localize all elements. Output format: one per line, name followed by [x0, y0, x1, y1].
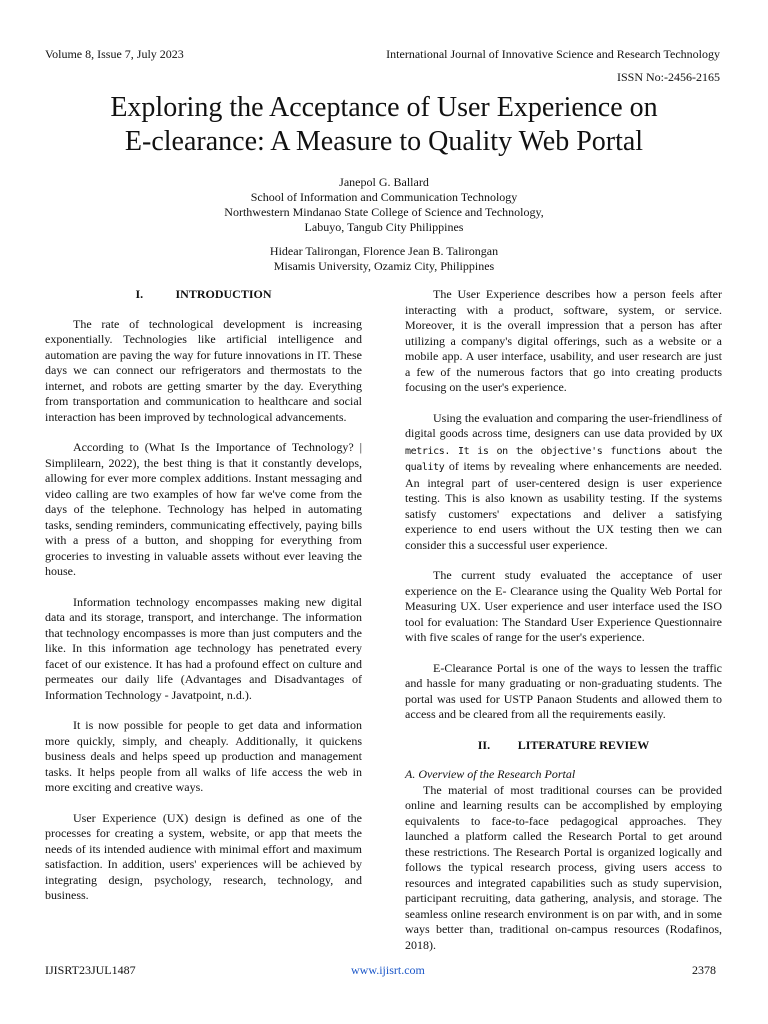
author-block-1: [90, 175, 678, 235]
volume-issue: Volume 8, Issue 7, July 2023: [45, 47, 184, 61]
journal-name: International Journal of Innovative Science and Research Technology: [386, 47, 720, 61]
section-heading-introduction: [45, 287, 362, 303]
paragraph: According to (What Is the Importance of Technology? | Simplilearn, 2022), the best thing is that it constantly develops, allowing for ever more complex additions. Instant messaging and video calling are two examples of how far we've come from the days of the telephone. Technology has helped in automating tasks, sending reminders, communicating effectively, paying bills with a press of a button, and shopping for everything from groceries to investing in valuable assets without ever leaving the house.: [45, 440, 362, 578]
monospace-text: UX metrics. It is on the objective's functions about the quality: [405, 429, 723, 473]
paragraph: The material of most traditional courses can be provided online and learning results can be accomplished by employing equivalents to face-to-face pedagogical approaches. They launched a platform called the Research Portal to get around these restrictions. The Research Portal is organized logically and follows the typical research process, giving users access to resources and integrated capabilities such as study supervision, participant recruiting, data gathering, analysis, and storage. The seamless online research environment is on par with, and in some ways better than, traditional on-campus resources (Rodafinos, 2018).: [405, 782, 722, 952]
affiliation-1-line-1: School of Information and Communication Technology: [250, 190, 518, 204]
paper-code: IJISRT23JUL1487: [45, 963, 136, 977]
left-column: [45, 287, 362, 919]
subsection-heading: A. Overview of the Research Portal: [405, 767, 576, 781]
website-link[interactable]: www.ijisrt.com: [351, 963, 425, 977]
paragraph: The rate of technological development is increasing exponentially. Technologies like artificial intelligence and automation are paving the way for future innovations in IT. These days we can connect our refrigerators and thermostats to the internet, and robots are getting smarter by the day. Everything from transportation and communication to healthcare and social interaction has been improved by technological advancements.: [45, 316, 362, 424]
paragraph: E-Clearance Portal is one of the ways to lessen the traffic and hassle for many graduating or non-graduating students. The portal was used for USTP Panaon Students and allowed them to access and be cleared from all the requirements easily.: [405, 660, 722, 721]
paper-title-line-1: Exploring the Acceptance of User Experience on: [110, 92, 658, 123]
affiliation-2-line-1: Misamis University, Ozamiz City, Philippines: [273, 259, 495, 273]
author-name-2: Hidear Talirongan, Florence Jean B. Talirongan: [269, 244, 499, 258]
section-number: I.: [135, 287, 144, 301]
paragraph: The current study evaluated the acceptance of user experience on the E- Clearance using the Quality Web Portal for Measuring UX. User experience and user interface used the ISO tool for evaluation: The Standard User Experience Questionnaire with five scales of range for the user's experience.: [405, 568, 722, 644]
paragraph: The User Experience describes how a person feels after interacting with a product, software, system, or service. Moreover, it is the overall impression that a person has after utilizing a company's digital offerings, such as a website or a mobile app. A user interface, usability, and user research are just a few of the numerous factors that go into creating products focusing on the user's experience.: [405, 287, 722, 394]
page-number: 2378: [692, 963, 716, 977]
paragraph: User Experience (UX) design is defined as one of the processes for creating a system, website, or app that meets the needs of its intended audience with minimal effort and maximum satisfaction. In addition, users' experiences will be achieved by integrating design, psychology, research, technology, and business.: [45, 810, 362, 902]
section-number: II.: [477, 737, 491, 752]
right-column: [405, 287, 722, 968]
author-name-1: Janepol G. Ballard: [339, 175, 429, 189]
paper-title-line-2: E-clearance: A Measure to Quality Web Portal: [124, 126, 644, 157]
paragraph: It is now possible for people to get data and information more quickly, simply, and cheaply. Additionally, it quickens business deals and helps speed up production and management tasks. It helps people from all walks of life access the web in more exciting and creative ways.: [45, 718, 362, 794]
author-block-2: [90, 244, 678, 274]
paper-title: [40, 91, 728, 159]
section-heading-literature-review: [405, 738, 722, 754]
paragraph: Information technology encompasses making new digital data and its storage, transport, and interchange. The information that technology encompasses is more than just computers and the like. In this information age technology has penetrated every facet of our existence. It has had a profound effect on culture and permeates our daily life (Advantages and Disadvantages of Information Technology - Javatpoint, n.d.).: [45, 594, 362, 702]
section-title: LITERATURE REVIEW: [517, 737, 650, 752]
issn: ISSN No:-2456-2165: [616, 70, 720, 84]
paragraph-ux-metrics: [405, 411, 722, 554]
affiliation-1-line-2: Northwestern Mindanao State College of Science and Technology,: [224, 205, 544, 219]
section-title: INTRODUCTION: [175, 287, 272, 301]
paragraph-text: of items by revealing where enhancements are needed. An integral part of user-centered design is user experience testing. This is also known as usability testing. If the systems satisfy customers' expectations and deliver a satisfying experience to end users without the UX testing then we can consider this a successful user experience.: [405, 459, 723, 552]
paragraph-text: Using the evaluation and comparing the user-friendliness of digital goods across time, designers can use data provided by: [405, 410, 722, 440]
affiliation-1-line-3: Labuyo, Tangub City Philippines: [304, 220, 464, 234]
